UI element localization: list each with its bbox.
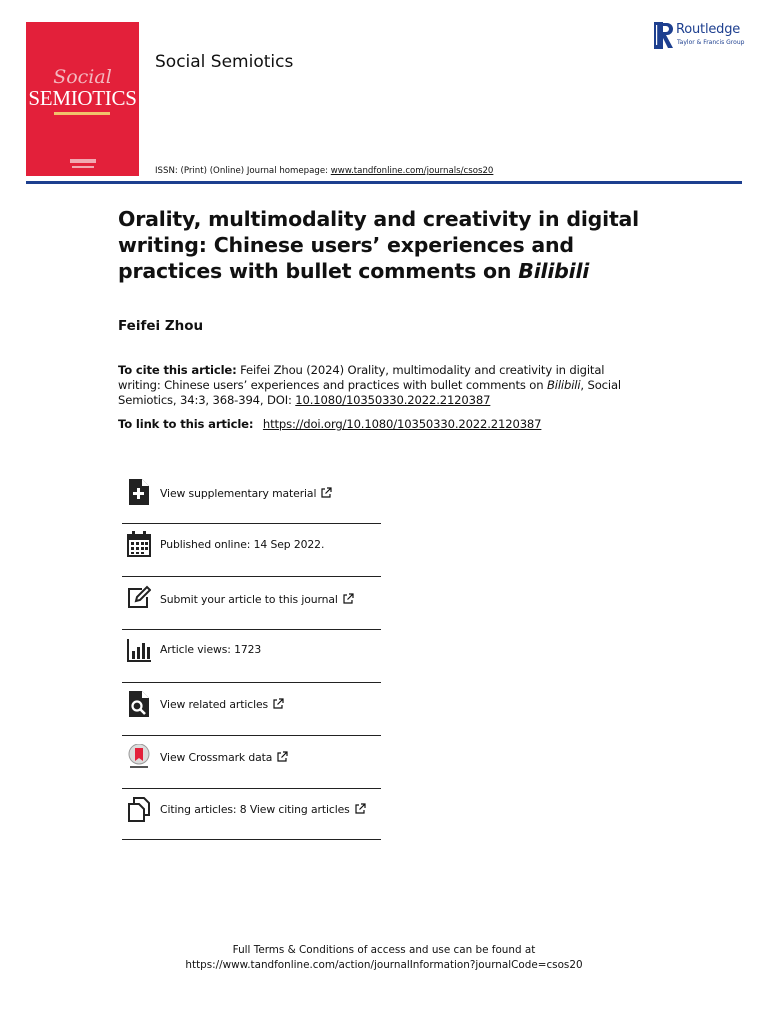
cover-title-line2: SEMIOTICS	[28, 86, 137, 110]
publisher-name: Routledge	[676, 22, 741, 37]
external-link-icon	[277, 751, 288, 762]
info-item-label	[160, 803, 366, 816]
article-title-text: Orality, multimodality and creativity in digital writing: Chinese users’ experiences and practices with bullet comments on	[118, 207, 640, 283]
external-link-icon	[321, 487, 332, 498]
citation-text: Feifei Zhou (2024) Orality, multimodality and creativity in digital writing: Chinese users’ experiences and practices with bullet comments on	[118, 363, 605, 392]
article-url-link[interactable]: https://doi.org/10.1080/10350330.2022.2120387	[262, 417, 542, 431]
info-item-text: View Crossmark data	[160, 751, 273, 764]
citation-italic: Bilibili	[546, 378, 581, 392]
info-item-text: View related articles	[160, 698, 269, 711]
info-item-text: Submit your article to this journal	[160, 593, 338, 606]
article-title-italic: Bilibili	[518, 259, 590, 283]
footer-line-1: Full Terms & Conditions of access and use can be found at	[232, 944, 536, 956]
routledge-logo[interactable]	[651, 22, 751, 50]
search-document-icon	[127, 691, 151, 717]
crossmark-icon	[127, 744, 151, 770]
info-item-label	[160, 593, 354, 606]
cover-publisher-mark	[70, 159, 96, 163]
issn-text: ISSN: (Print) (Online) Journal homepage:	[155, 166, 331, 176]
info-item-text: Citing articles: 8 View citing articles	[160, 803, 350, 816]
info-divider	[122, 629, 381, 630]
article-link-label: To link to this article:	[118, 417, 254, 431]
citation-label: To cite this article:	[118, 363, 237, 377]
bar-chart-icon	[127, 637, 151, 663]
article-link-line	[118, 417, 541, 431]
footer-terms-link[interactable]: https://www.tandfonline.com/action/journalInformation?journalCode=csos20	[185, 959, 583, 971]
journal-homepage-link[interactable]: www.tandfonline.com/journals/csos20	[330, 166, 494, 176]
info-divider	[122, 735, 381, 736]
publisher-subtitle: Taylor & Francis Group	[677, 39, 745, 46]
cover-title-line1: Social	[53, 66, 112, 88]
info-item-label	[160, 698, 284, 711]
citing-articles-icon	[127, 796, 151, 822]
journal-cover	[26, 22, 139, 176]
external-link-icon	[273, 698, 284, 709]
info-divider	[122, 682, 381, 683]
issn-line	[155, 166, 493, 176]
info-item-label	[160, 487, 332, 500]
info-item-label: Article views: 1723	[160, 643, 262, 656]
cover-band	[54, 112, 110, 115]
author-name: Feifei Zhou	[118, 318, 204, 334]
citation-block	[118, 363, 638, 408]
info-item-label: Published online: 14 Sep 2022.	[160, 538, 325, 551]
info-divider	[122, 839, 381, 840]
document-plus-icon	[127, 479, 151, 505]
info-item-text: View supplementary material	[160, 487, 317, 500]
article-title	[118, 206, 658, 284]
external-link-icon	[343, 593, 354, 604]
citation-text-2: , Social Semiotics, 34:3, 368-394, DOI:	[118, 378, 621, 407]
edit-icon	[127, 585, 151, 611]
info-divider	[122, 576, 381, 577]
info-item-label	[160, 751, 288, 764]
external-link-icon	[355, 803, 366, 814]
header-divider	[26, 181, 742, 184]
doi-link[interactable]: 10.1080/10350330.2022.2120387	[295, 393, 491, 407]
info-divider	[122, 523, 381, 524]
info-divider	[122, 788, 381, 789]
journal-title: Social Semiotics	[155, 52, 294, 72]
calendar-icon	[127, 531, 151, 557]
cover-publisher-text	[72, 166, 94, 168]
routledge-logo-icon	[654, 22, 674, 49]
footer-terms	[0, 943, 768, 973]
